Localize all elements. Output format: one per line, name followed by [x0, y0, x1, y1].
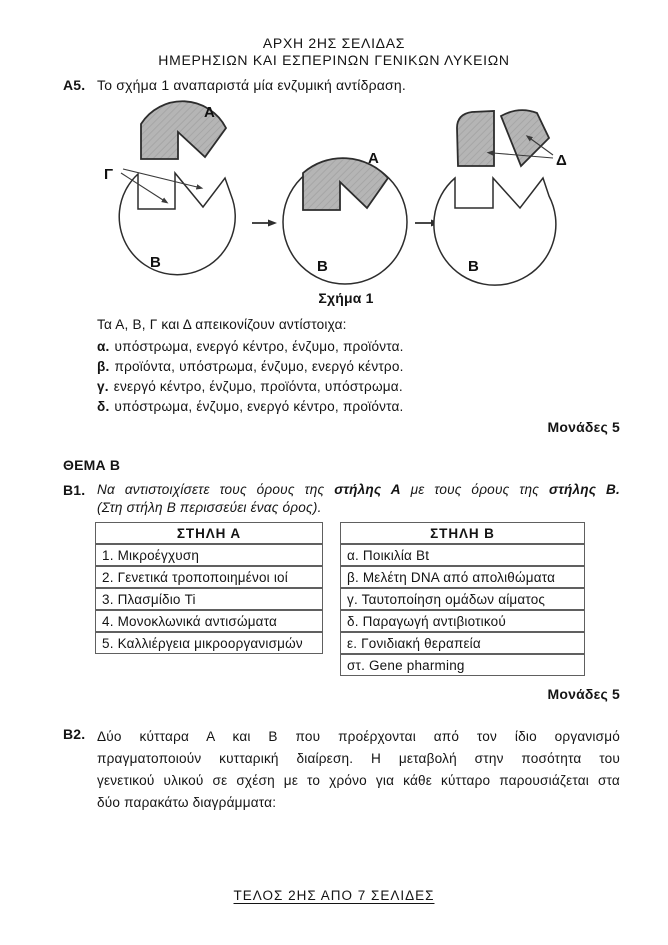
question-b1-text-line2: (Στη στήλη Β περισσεύει ένας όρος). — [97, 500, 322, 515]
b1-seg3: με τους όρους της — [400, 482, 549, 497]
product-shape-left — [457, 111, 494, 166]
enzyme-reaction-figure — [95, 96, 580, 296]
column-a-row-5: 5. Καλλιέργεια μικροοργανισμών — [95, 632, 323, 654]
question-a5-options — [97, 337, 620, 417]
label-enzyme-3: Β — [468, 258, 480, 275]
enzyme-shape-1 — [119, 173, 235, 275]
b2-line-1: Δύο κύτταρα Α και Β που προέρχονται από τον ίδιο οργανισμό — [97, 729, 620, 744]
column-a-row-2: 2. Γενετικά τροποποιημένοι ιοί — [95, 566, 323, 588]
option-b-text: προϊόντα, υπόστρωμα, ένζυμο, ενεργό κέντρο. — [114, 359, 404, 374]
label-active-site: Γ — [104, 166, 114, 183]
option-b-letter: β. — [97, 359, 110, 374]
points-a5: Μονάδες 5 — [547, 419, 620, 435]
header-line-1: ΑΡΧΗ 2ΗΣ ΣΕΛΙΔΑΣ — [262, 35, 406, 51]
header-line-2: ΗΜΕΡΗΣΙΩΝ ΚΑΙ ΕΣΠΕΡΙΝΩΝ ΓΕΝΙΚΩΝ ΛΥΚΕΙΩΝ — [158, 52, 510, 68]
column-a-row-4: 4. Μονοκλωνικά αντισώματα — [95, 610, 323, 632]
label-enzyme-2: Β — [317, 258, 329, 275]
b1-seg4-bold: στήλης Β. — [548, 482, 620, 497]
column-b-table — [340, 522, 585, 676]
label-enzyme-1: Β — [150, 254, 162, 271]
points-b1: Μονάδες 5 — [547, 686, 620, 702]
question-b2-text — [97, 726, 620, 814]
column-b-row-4: δ. Παραγωγή αντιβιοτικού — [340, 610, 585, 632]
question-b1-number: Β1. — [63, 482, 86, 498]
option-d — [97, 397, 620, 417]
column-b-row-3: γ. Ταυτοποίηση ομάδων αίματος — [340, 588, 585, 610]
b2-line-3: γενετικού υλικού σε σχέση με το χρόνο για κάθε κύτταρο παρουσιάζεται στα — [97, 773, 620, 788]
option-c — [97, 377, 620, 397]
theme-b-title: ΘΕΜΑ Β — [63, 457, 121, 473]
b2-line-2: πραγματοποιούν κυτταρική διαίρεση. Η μεταβολή στην ποσότητα του — [97, 751, 620, 766]
question-a5-number: Α5. — [63, 77, 86, 93]
b2-line-4: δύο παρακάτω διαγράμματα: — [97, 795, 277, 810]
column-a-row-3: 3. Πλασμίδιο Ti — [95, 588, 323, 610]
question-a5-stem: Τα Α, Β, Γ και Δ απεικονίζουν αντίστοιχα: — [97, 317, 347, 332]
option-c-letter: γ. — [97, 379, 109, 394]
column-b-row-1: α. Ποικιλία Bt — [340, 544, 585, 566]
figure-caption: Σχήμα 1 — [318, 290, 374, 306]
column-b-row-6: στ. Gene pharming — [340, 654, 585, 676]
option-d-text: υπόστρωμα, ένζυμο, ενεργό κέντρο, προϊόντα. — [114, 399, 404, 414]
column-a-row-1: 1. Μικροέγχυση — [95, 544, 323, 566]
column-a-header: ΣΤΗΛΗ Α — [95, 522, 323, 544]
question-b1-text-line1 — [97, 482, 620, 500]
column-b-row-5: ε. Γονιδιακή θεραπεία — [340, 632, 585, 654]
label-substrate-1: Α — [204, 104, 216, 121]
b1-seg1: Να αντιστοιχίσετε τους όρους της — [97, 482, 335, 497]
label-products: Δ — [556, 152, 567, 169]
option-a — [97, 337, 620, 357]
b1-seg2-bold: στήλης Α — [334, 482, 401, 497]
column-b-row-2: β. Μελέτη DNA από απολιθώματα — [340, 566, 585, 588]
column-a-table — [95, 522, 323, 654]
option-d-letter: δ. — [97, 399, 110, 414]
column-b-header: ΣΤΗΛΗ Β — [340, 522, 585, 544]
option-b — [97, 357, 620, 377]
option-a-letter: α. — [97, 339, 110, 354]
question-b2-number: Β2. — [63, 726, 86, 742]
question-a5-intro: Το σχήμα 1 αναπαριστά μία ενζυμική αντίδραση. — [97, 77, 406, 93]
option-c-text: ενεργό κέντρο, ένζυμο, προϊόντα, υπόστρωμα. — [113, 379, 403, 394]
label-substrate-2: Α — [368, 150, 380, 167]
option-a-text: υπόστρωμα, ενεργό κέντρο, ένζυμο, προϊόντα. — [114, 339, 404, 354]
enzyme-shape-3 — [434, 178, 556, 285]
page-footer: ΤΕΛΟΣ 2ΗΣ ΑΠΟ 7 ΣΕΛΙΔΕΣ — [233, 888, 435, 903]
